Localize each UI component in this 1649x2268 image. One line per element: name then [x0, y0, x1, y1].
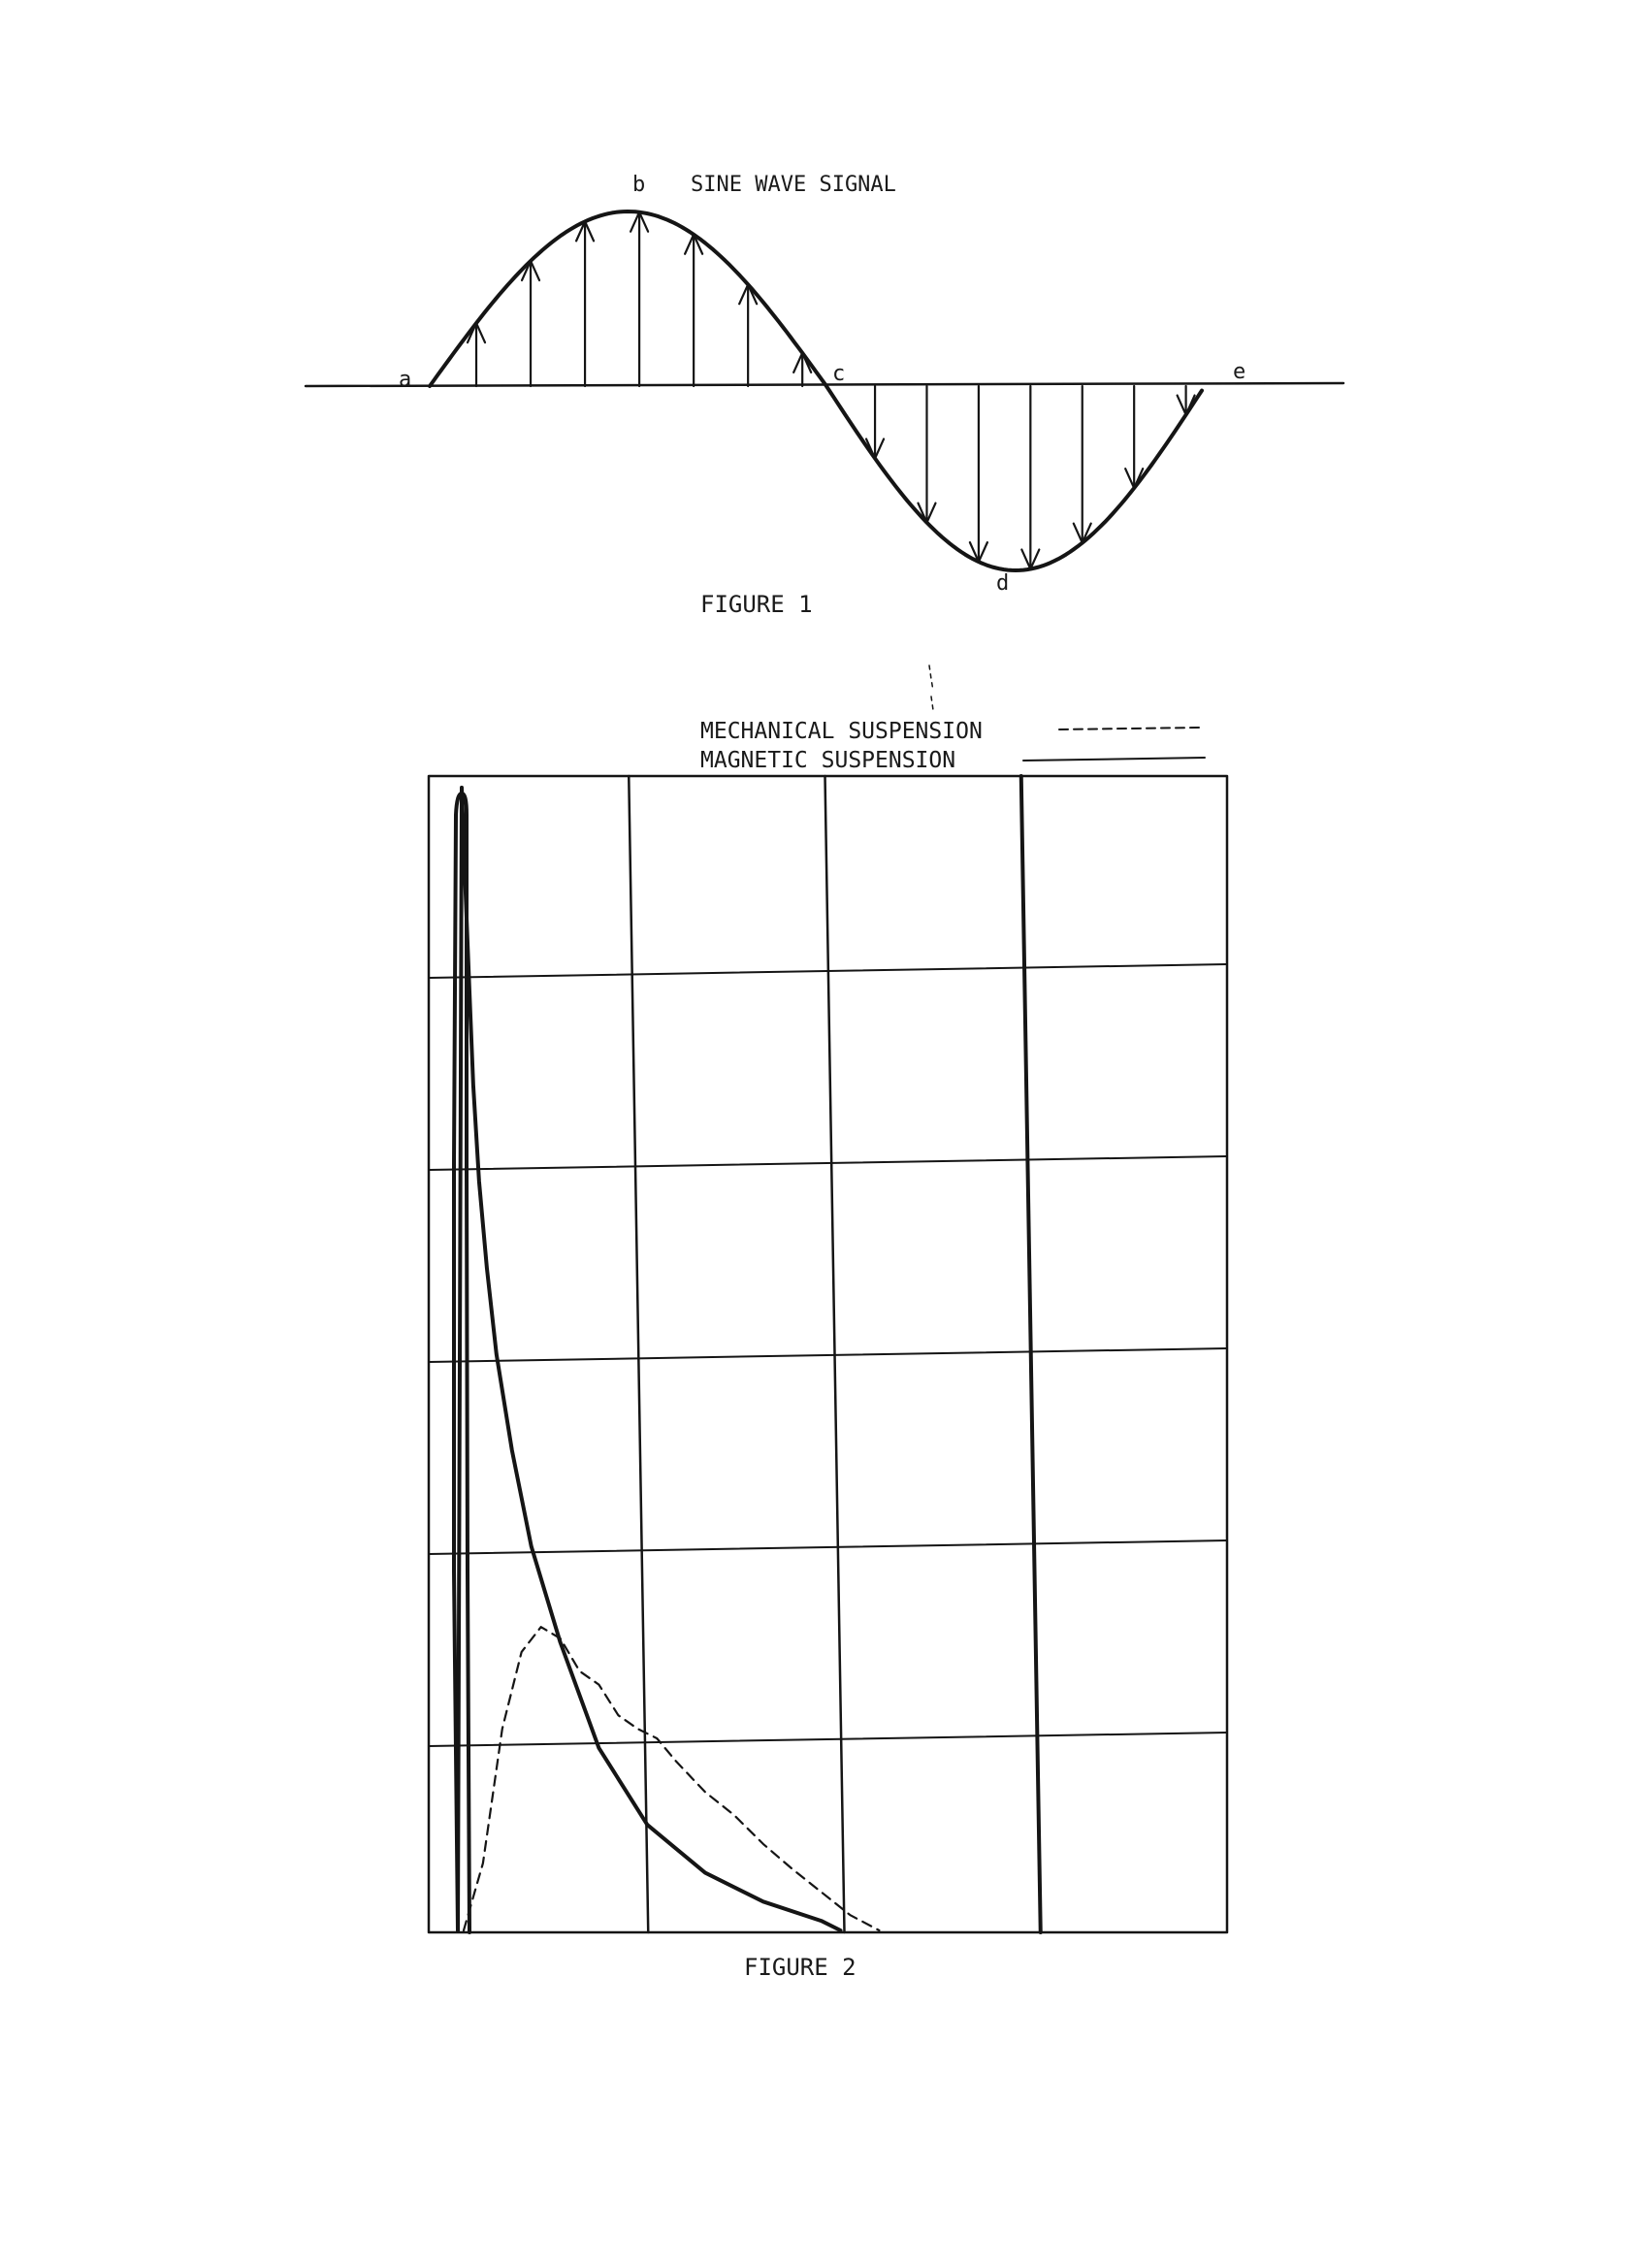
legend-swatch-solid — [1023, 758, 1205, 761]
point-label-b: b — [632, 173, 646, 197]
down-arrow — [970, 386, 987, 562]
grid-line-horizontal — [429, 1156, 1227, 1170]
mechanical-suspension-line — [464, 1627, 879, 1930]
figure-1-title: SINE WAVE SIGNAL — [691, 173, 896, 197]
point-label-a: a — [399, 368, 412, 392]
figure-2-caption: FIGURE 2 — [744, 1954, 857, 1981]
down-arrow — [1021, 386, 1039, 569]
chart-grid — [429, 776, 1227, 1932]
up-arrow — [793, 353, 811, 386]
figure-1-caption: FIGURE 1 — [700, 591, 813, 618]
up-arrow — [522, 261, 539, 386]
grid-line-vertical — [629, 776, 648, 1932]
grid-line-horizontal — [429, 1540, 1227, 1554]
down-arrow — [1178, 386, 1195, 415]
up-arrow — [630, 212, 648, 386]
scan-mark — [929, 665, 933, 710]
sine-wave-curve — [430, 211, 1202, 570]
legend-label-mechanical: MECHANICAL SUSPENSION — [700, 719, 983, 744]
point-label-d: d — [996, 571, 1010, 596]
legend-label-magnetic: MAGNETIC SUSPENSION — [700, 748, 956, 773]
figure-1 — [306, 173, 1343, 618]
figure-2 — [429, 665, 1227, 1981]
up-arrow — [739, 284, 757, 386]
grid-line-horizontal — [429, 1348, 1227, 1362]
legend-swatch-dashed — [1059, 728, 1199, 729]
legend — [700, 719, 1205, 773]
point-label-c: c — [832, 362, 846, 386]
down-arrow — [1074, 386, 1091, 543]
chart-series — [458, 788, 880, 1930]
decay-chart — [429, 776, 1227, 1932]
down-arrow — [1125, 386, 1143, 488]
down-arrow — [918, 386, 935, 523]
up-arrow — [576, 221, 594, 386]
up-arrow — [685, 235, 702, 386]
point-label-e: e — [1233, 360, 1246, 384]
grid-line-horizontal — [429, 1733, 1227, 1746]
grid-line-vertical — [1021, 776, 1041, 1932]
